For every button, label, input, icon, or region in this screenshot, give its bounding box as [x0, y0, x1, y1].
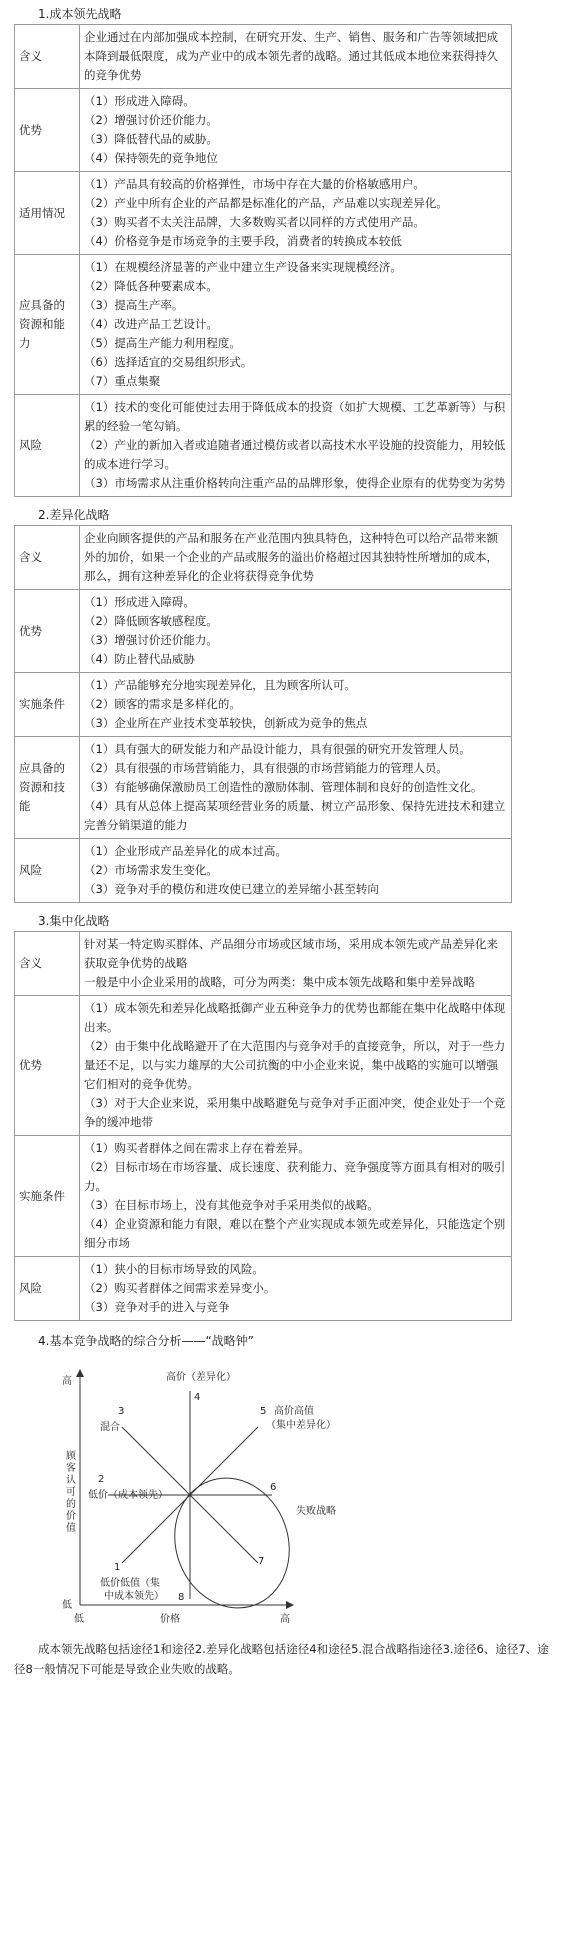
label-n6: 6: [270, 1482, 277, 1493]
row-line: 企业通过在内部加强成本控制，在研究开发、生产、销售、服务和广告等领域把成本降到最低限度，成为产业中的成本领先者的战略。通过其低成本地位来获得持久的竞争优势: [84, 30, 498, 82]
row-line: （4）具有从总体上提高某项经营业务的质量、树立产品形象、保持先进技术和建立完善分销渠道的能力: [84, 799, 506, 832]
section4-footer: 成本领先战略包括途径1和途径2.差异化战略包括途径4和途径5.混合战略指途径3.途径6、途径7、途径8一般情况下可能是导致企业失败的战略。: [14, 1642, 549, 1676]
row-line: （1）企业形成产品差异化的成本过高。: [84, 844, 287, 858]
label-n1: 1: [114, 1562, 121, 1573]
y-axis-top-label: 高: [62, 1376, 72, 1387]
row-content: [80, 673, 512, 737]
label-high-diff: 高价（差异化）: [166, 1372, 236, 1383]
strategy-clock-diagram: [60, 1355, 400, 1635]
row-content: [80, 839, 512, 903]
row-content: [80, 89, 512, 172]
row-label: 应具备的资源和能力: [15, 255, 80, 395]
table-row: [15, 526, 512, 590]
row-line: （2）目标市场在市场容量、成长速度、获利能力、竞争强度等方面具有相对的吸引力。: [84, 1160, 506, 1193]
row-line: （4）价格竞争是市场竞争的主要手段，消费者的转换成本较低: [84, 234, 402, 248]
section1-heading: 1.成本领先战略: [38, 7, 122, 21]
row-line: （1）产品能够充分地实现差异化，且为顾客所认可。: [84, 678, 356, 692]
label-high-price-high-value: 高价高值: [274, 1406, 314, 1417]
row-line: （4）保持领先的竞争地位: [84, 151, 218, 165]
row-label: 风险: [15, 1257, 80, 1321]
row-line: （2）降低顾客敏感程度。: [84, 614, 218, 628]
row-label: 含义: [15, 932, 80, 996]
row-label: 应具备的资源和技能: [15, 737, 80, 839]
row-line: （2）市场需求发生变化。: [84, 863, 218, 877]
label-n2: 2: [98, 1474, 105, 1485]
row-line: （4）防止替代品威胁: [84, 652, 195, 666]
y-axis-bottom-label: 低: [62, 1600, 72, 1611]
row-line: （3）企业所在产业技术变革较快，创新成为竞争的焦点: [84, 716, 368, 730]
row-content: [80, 737, 512, 839]
table-row: [15, 25, 512, 89]
row-line: （3）降低替代品的威胁。: [84, 132, 218, 146]
label-low-low: 低价低值（集: [100, 1578, 160, 1589]
row-line: （3）市场需求从注重价格转向注重产品的品牌形象，使得企业原有的优势变为劣势: [84, 476, 506, 490]
row-line: （2）顾客的需求是多样化的。: [84, 697, 241, 711]
label-low-low-2: 中成本领先）: [104, 1591, 164, 1602]
table-row: [15, 89, 512, 172]
row-line: （1）形成进入障碍。: [84, 94, 195, 108]
row-label: 优势: [15, 89, 80, 172]
row-label: 优势: [15, 996, 80, 1136]
row-line: （3）竞争对手的模仿和进攻使已建立的差异缩小甚至转向: [84, 882, 379, 896]
row-label: 含义: [15, 25, 80, 89]
row-label: 含义: [15, 526, 80, 590]
row-line: （3）对于大企业来说，采用集中战略避免与竞争对手正面冲突，使企业处于一个竞争的缓冲地带: [84, 1096, 506, 1129]
row-line: （6）选择适宜的交易组织形式。: [84, 355, 253, 369]
label-n5: 5: [260, 1406, 267, 1417]
row-label: 实施条件: [15, 1136, 80, 1257]
row-line: （1）成本领先和差异化战略抵御产业五种竞争力的优势也都能在集中化战略中体现出来。: [84, 1001, 506, 1034]
row-line: 一般是中小企业采用的战略，可分为两类：集中成本领先战略和集中差异战略: [84, 975, 475, 989]
row-line: （3）增强讨价还价能力。: [84, 633, 218, 647]
row-line: （4）改进产品工艺设计。: [84, 317, 218, 331]
row-line: （2）增强讨价还价能力。: [84, 113, 218, 127]
row-content: [80, 1257, 512, 1321]
x-axis-left-label: 低: [74, 1614, 84, 1625]
row-content: [80, 590, 512, 673]
row-line: （3）竞争对手的进入与竞争: [84, 1300, 230, 1314]
row-content: [80, 996, 512, 1136]
row-label: 实施条件: [15, 673, 80, 737]
row-line: （3）在目标市场上，没有其他竞争对手采用类似的战略。: [84, 1198, 379, 1212]
row-line: （2）产业中所有企业的产品都是标准化的产品，产品难以实现差异化。: [84, 196, 448, 210]
row-line: 针对某一特定购买群体、产品细分市场或区域市场，采用成本领先或产品差异化来获取竞争优势的战略: [84, 937, 498, 970]
y-axis-title: 顾客认可的价值: [66, 1451, 76, 1534]
row-label: 风险: [15, 395, 80, 497]
row-label: 优势: [15, 590, 80, 673]
label-failure: 失败战略: [296, 1506, 336, 1517]
row-content: [80, 395, 512, 497]
row-label: 风险: [15, 839, 80, 903]
table-row: [15, 932, 512, 996]
table-row: [15, 996, 512, 1136]
table-row: [15, 172, 512, 255]
row-line: （1）具有强大的研发能力和产品设计能力，具有很强的研究开发管理人员。: [84, 742, 471, 756]
row-content: [80, 25, 512, 89]
label-focus-diff: （集中差异化）: [266, 1420, 336, 1431]
row-line: （1）技术的变化可能使过去用于降低成本的投资（如扩大规模、工艺革新等）与积累的经验一笔勾销。: [84, 400, 506, 433]
label-n7: 7: [258, 1556, 265, 1567]
differentiation-table: [14, 525, 512, 903]
table-row: [15, 1136, 512, 1257]
row-content: [80, 255, 512, 395]
label-n3: 3: [118, 1406, 125, 1417]
table-row: [15, 673, 512, 737]
row-label: 适用情况: [15, 172, 80, 255]
row-line: （3）购买者不太关注品牌，大多数购买者以同样的方式使用产品。: [84, 215, 425, 229]
table-row: [15, 737, 512, 839]
x-axis-title: 价格: [160, 1614, 180, 1625]
table-row: [15, 255, 512, 395]
cost-leadership-table: [14, 24, 512, 497]
focus-table: [14, 931, 512, 1321]
label-n4: 4: [194, 1392, 201, 1403]
row-content: [80, 172, 512, 255]
label-n8: 8: [178, 1592, 185, 1603]
section4-heading: 4.基本竞争战略的综合分析——“战略钟”: [38, 1334, 254, 1348]
x-axis-right-label: 高: [280, 1614, 290, 1625]
row-line: 企业向顾客提供的产品和服务在产业范围内独具特色，这种特色可以给产品带来额外的加价，如果一个企业的产品或服务的溢出价格超过因其独特性所增加的成本，那么，拥有这种差异化的企业将获得竞争优势: [84, 531, 498, 583]
label-mixed: 混合: [100, 1422, 120, 1433]
label-low-price: 低价（成本领先）: [88, 1490, 168, 1501]
row-line: （1）产品具有较高的价格弹性，市场中存在大量的价格敏感用户。: [84, 177, 425, 191]
row-line: （2）购买者群体之间需求差异变小。: [84, 1281, 276, 1295]
row-line: （3）提高生产率。: [84, 298, 184, 312]
row-line: （1）购买者群体之间在需求上存在着差异。: [84, 1141, 310, 1155]
table-row: [15, 1257, 512, 1321]
row-content: [80, 1136, 512, 1257]
row-line: （1）形成进入障碍。: [84, 595, 195, 609]
table-row: [15, 590, 512, 673]
row-line: （4）企业资源和能力有限，难以在整个产业实现成本领先或差异化，只能选定个别细分市场: [84, 1217, 506, 1250]
row-content: [80, 932, 512, 996]
row-line: （2）降低各种要素成本。: [84, 279, 218, 293]
table-row: [15, 395, 512, 497]
row-line: （2）产业的新加入者或追随者通过模仿或者以高技术水平设施的投资能力，用较低的成本进行学习。: [84, 438, 506, 471]
row-line: （3）有能够确保激励员工创造性的激励体制、管理体制和良好的创造性文化。: [84, 780, 483, 794]
table-row: [15, 839, 512, 903]
row-line: （1）狭小的目标市场导致的风险。: [84, 1262, 264, 1276]
row-line: （5）提高生产能力利用程度。: [84, 336, 241, 350]
row-line: （1）在规模经济显著的产业中建立生产设备来实现规模经济。: [84, 260, 402, 274]
row-line: （2）具有很强的市场营销能力，具有很强的市场营销能力的管理人员。: [84, 761, 448, 775]
row-content: [80, 526, 512, 590]
section3-heading: 3.集中化战略: [38, 914, 110, 928]
section2-heading: 2.差异化战略: [38, 508, 110, 522]
row-line: （2）由于集中化战略避开了在大范围内与竞争对手的直接竞争，所以，对于一些力量还不足，以与实力雄厚的大公司抗衡的中小企业来说，集中战略的实施可以增强它们相对的竞争优势。: [84, 1039, 506, 1091]
row-line: （7）重点集聚: [84, 374, 161, 388]
